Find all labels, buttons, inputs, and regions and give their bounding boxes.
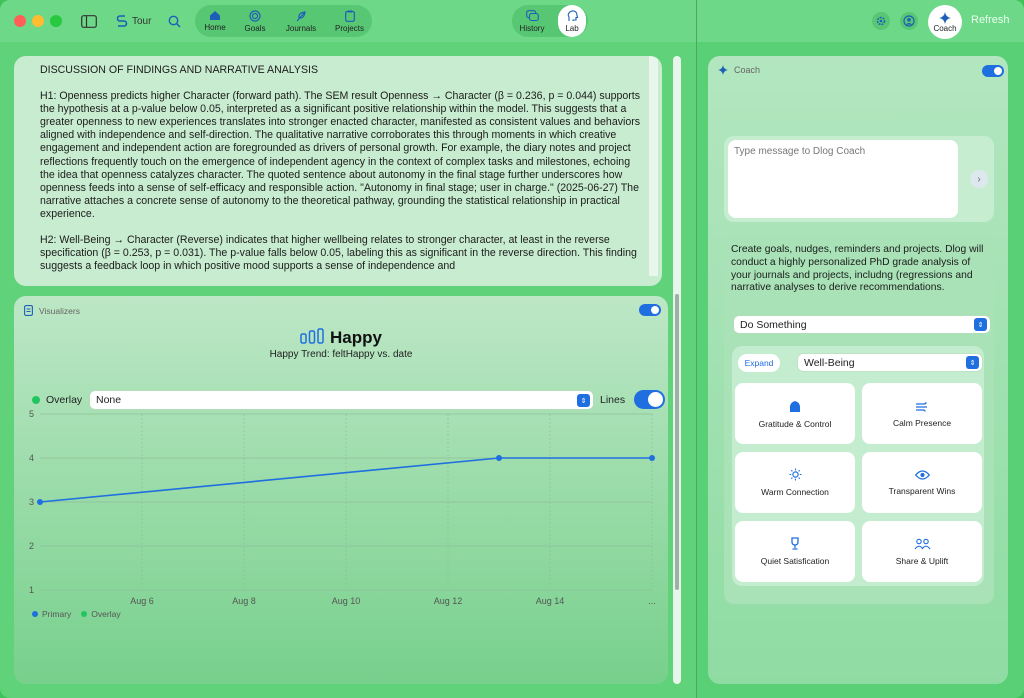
nav-history[interactable] [512,5,552,37]
prompt-card-label: Gratitude & Control [758,418,832,429]
coach-actions-card [724,236,994,604]
message-input[interactable]: Type message to Dlog Coach [728,140,958,218]
zoom-window-button[interactable] [50,15,62,27]
nav-history-label: History [519,23,545,33]
data-point [37,499,43,505]
category-select-value: Well-Being [804,356,855,369]
x-tick-label: ... [648,596,656,606]
discussion-paragraph: H2: Well-Being → Character (Reverse) indicates that higher wellbeing relates to stronger character, at least in the reverse specification (β = 0.253, p = 0.031). The p-value falls below 0.05, labeling this as significant in the reverse direction. This finding suggests a feedback loop in which positive mood supports a sense of independence and [40,234,637,273]
y-tick-label: 4 [28,453,34,463]
y-tick-label: 1 [28,585,34,595]
eye-icon [915,470,930,480]
main-nav [195,5,372,37]
prompt-card-share[interactable] [862,521,982,582]
legend-item-overlay: Overlay [81,609,120,619]
y-tick-label: 5 [28,409,34,419]
nav-projects[interactable] [327,5,372,37]
sparkle-icon [939,12,951,24]
send-button[interactable] [970,170,988,188]
prompt-card-label: Calm Presence [892,417,952,428]
x-tick-label: Aug 12 [433,596,463,606]
action-select-value: Do Something [740,318,807,331]
prompt-card-calm[interactable] [862,383,982,444]
wind-icon [915,400,929,412]
chart-legend [32,609,121,619]
prompt-card-quiet[interactable] [735,521,855,582]
hands-icon [788,399,802,413]
chart-title: Happy [330,328,382,347]
minimize-window-button[interactable] [32,15,44,27]
coach-label: Coach [734,65,761,75]
brain-head-icon [567,10,578,22]
settings-gear-icon[interactable] [872,12,890,30]
coach-description: Create goals, nudges, reminders and projects. Dlog will conduct a highly personalized PhD grade analysis of your journals and projects, includng (regressions and narrative analyses to derive recommendations. [731,244,984,294]
clipboard-icon [345,10,355,22]
nav-home-label: Home [204,23,226,32]
discussion-paragraph: H1: Openness predicts higher Character (forward path). The SEM result Openness → Character (β = 0.236, p = 0.044) supports the hypothesis at a p-value below 0.05, interpreted as a significant positive relationship within the model. This suggests that a greater openness to new experiences translates into stronger enacted character, manifested as consistent values and behaviors aligned with independence and self-direction. The qualitative narrative corroborates this through moments in which creative engagement and independent action are foregrounded as drivers of personal growth. For example, the diary notes and project reflections frequently touch on the emergence of independent agency in the context of complex tasks and milestones, echoing the idea that openness catalyzes character. The quoted sentence about autonomy in the final stage further underscores how openness feeds into a sense of self-efficacy and responsible action. "Autonomy in final stage; user in charge." (2025-06-27) The narrative attaches a concrete sense of autonomy to the theoretical pathway, grounding the statistical relationship in practical experience. [40,90,641,220]
sparkle-icon [718,65,728,75]
prompt-card-label: Warm Connection [761,487,829,497]
x-tick-label: Aug 6 [130,596,154,606]
overlay-select-value: None [96,394,122,406]
discussion-scrollbar[interactable] [648,56,658,276]
prompt-grid [732,346,984,586]
tour-icon [116,14,128,28]
tour-button[interactable] [110,10,157,32]
feather-icon [295,10,307,22]
line-chart [14,296,668,626]
prompt-card-transparent[interactable] [862,452,982,513]
sun-icon [789,468,802,481]
close-window-button[interactable] [14,15,26,27]
visualizers-label: Visualizers [39,305,80,316]
chevron-right-icon: › [977,173,981,185]
data-point [649,455,655,461]
expand-button[interactable]: Expand [738,354,780,372]
discussion-panel [14,56,662,286]
left-pane-scroll-thumb[interactable] [675,294,679,590]
chat-history-icon [526,10,539,22]
chart-subtitle: Happy Trend: feltHappy vs. date [269,349,413,360]
data-point [496,455,502,461]
house-icon [209,10,221,21]
y-tick-label: 3 [28,497,34,507]
legend-item-primary: Primary [32,609,71,619]
toolbar [0,0,1024,42]
y-tick-label: 2 [28,541,34,551]
message-composer [724,136,994,222]
x-tick-label: Aug 14 [535,596,565,606]
coach-header [718,65,760,75]
discussion-heading: DISCUSSION OF FINDINGS AND NARRATIVE ANALYSIS [40,64,319,76]
visualizers-panel [14,296,668,684]
nav-journals-label: Journals [285,23,317,33]
action-select[interactable] [734,316,990,333]
x-tick-label: Aug 10 [331,596,361,606]
nav-projects-label: Projects [335,23,364,33]
prompt-card-label: Transparent Wins [888,485,956,496]
nav-goals-label: Goals [244,23,266,33]
chevron-updown-icon: ⇕ [577,394,590,407]
discussion-text [40,64,646,286]
prompt-card-label: Share & Uplift [895,555,949,566]
search-icon[interactable] [166,13,182,29]
target-icon [249,10,261,22]
overlay-label: Overlay [46,394,83,406]
chevron-updown-icon: ⇕ [974,318,987,331]
trophy-icon [789,537,801,550]
nav-lab[interactable] [558,5,586,37]
coach-toggle-label: Coach [933,23,957,33]
sidebar-toggle-icon[interactable] [80,13,98,29]
mode-nav [512,5,588,37]
refresh-button[interactable]: Refresh [971,14,1010,26]
coach-toggle[interactable] [982,65,1004,77]
tour-label: Tour [132,15,152,27]
nav-goals[interactable] [235,5,275,37]
nav-lab-label: Lab [565,23,579,33]
people-icon [914,538,931,550]
account-icon[interactable] [900,12,918,30]
prompt-card-label: Quiet Satisfication [760,556,830,566]
nav-journals[interactable] [275,5,327,37]
prompt-card-warm[interactable] [735,452,855,513]
prompt-card-gratitude[interactable] [735,383,855,444]
nav-home[interactable] [195,5,235,37]
category-select[interactable] [798,354,982,371]
lines-label: Lines [600,394,626,406]
coach-panel [708,56,1008,684]
chevron-updown-icon: ⇕ [966,356,979,369]
x-tick-label: Aug 8 [232,596,256,606]
coach-toggle-button[interactable] [928,5,962,39]
